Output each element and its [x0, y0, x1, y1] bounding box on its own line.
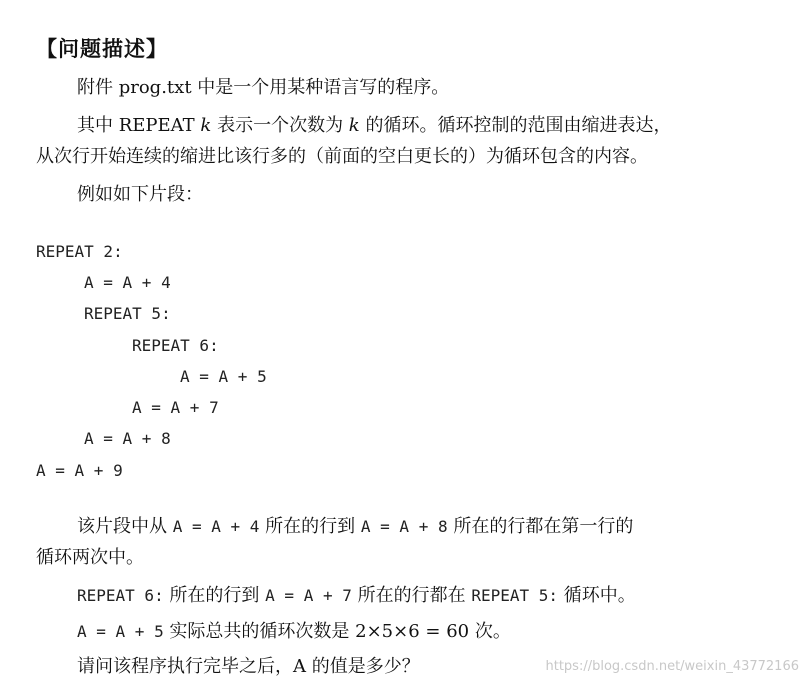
paragraph-explanation-2 [77, 586, 636, 606]
code-line: A = A + 4 [84, 273, 171, 292]
inline-code: A = A + 4 [172, 517, 260, 536]
text-segment: 该片段中从 [77, 516, 173, 537]
paragraph-explanation-1-line2: 循环两次中。 [36, 547, 144, 568]
text-segment: 所在的行都在 [351, 585, 472, 606]
paragraph-intro: 附件 prog.txt 中是一个用某种语言写的程序。 [77, 77, 450, 98]
code-line: REPEAT 6: [132, 336, 219, 355]
text-segment: 循环中。 [558, 585, 636, 606]
code-line: A = A + 9 [36, 461, 123, 480]
code-line: REPEAT 5: [84, 304, 171, 323]
text-segment: 所在的行到 [259, 516, 361, 537]
inline-code: REPEAT 6: [77, 586, 164, 605]
paragraph-question: 请问该程序执行完毕之后，A 的值是多少？ [77, 656, 420, 677]
section-heading: 【问题描述】 [36, 37, 168, 61]
text-segment: 的循环。循环控制的范围由缩进表达， [359, 115, 672, 136]
text-segment: 所在的行到 [163, 585, 266, 606]
variable-k: k [200, 115, 212, 136]
paragraph-explanation-3 [77, 622, 511, 642]
inline-code: REPEAT 5: [471, 586, 559, 605]
variable-k: k [348, 115, 360, 136]
paragraph-example-intro: 例如如下片段： [77, 184, 203, 205]
paragraph-repeat-definition [77, 116, 671, 136]
text-segment: 其中 REPEAT [77, 115, 201, 136]
inline-code: A = A + 5 [77, 622, 164, 641]
inline-code: A = A + 7 [265, 586, 352, 605]
paragraph-repeat-definition-line2: 从次行开始连续的缩进比该行多的（前面的空白更长的）为循环包含的内容。 [36, 146, 648, 167]
inline-code: A = A + 8 [360, 517, 448, 536]
code-line: A = A + 8 [84, 429, 171, 448]
text-segment: 表示一个次数为 [211, 115, 349, 136]
code-line: A = A + 5 [180, 367, 267, 386]
code-line: REPEAT 2: [36, 242, 123, 261]
code-line: A = A + 7 [132, 398, 219, 417]
watermark: https://blog.csdn.net/weixin_43772166 [545, 659, 799, 674]
paragraph-explanation-1 [77, 517, 633, 537]
text-segment: 所在的行都在第一行的 [447, 516, 634, 537]
text-segment: 实际总共的循环次数是 2×5×6 = 60 次。 [163, 621, 511, 642]
